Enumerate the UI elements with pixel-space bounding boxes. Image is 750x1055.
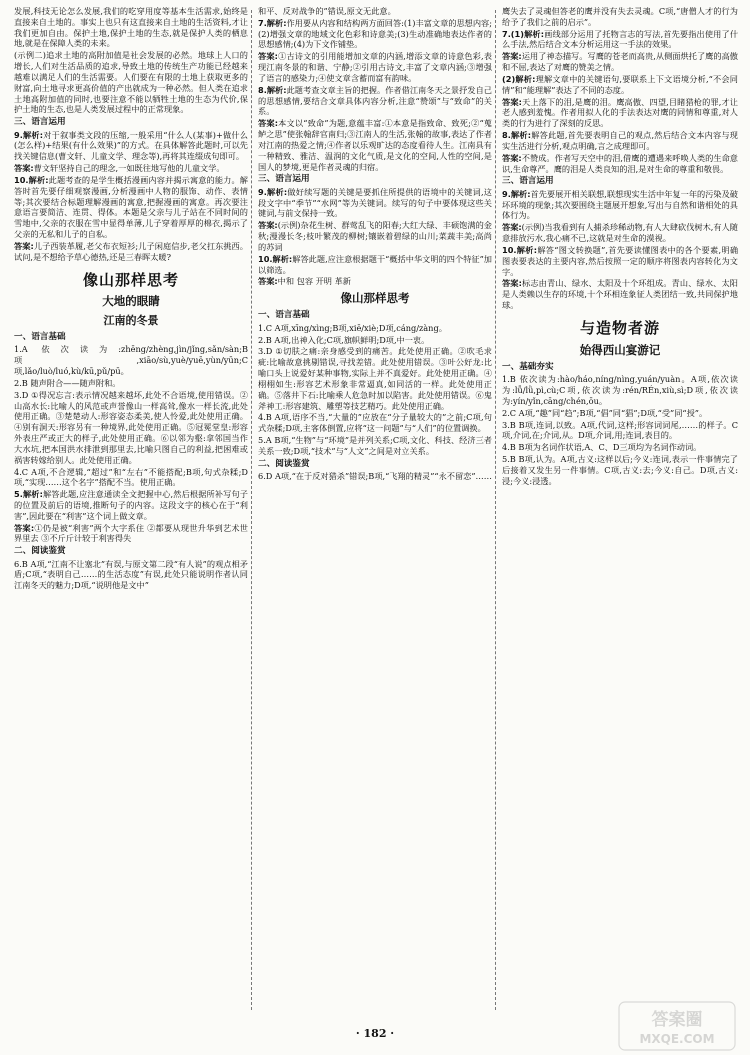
answer-item: 7.(1)解析:画线部分运用了托物言志的写法,首先要指出使用了什么手法,然后结合文本分析运用这一手法的效果。: [502, 28, 738, 50]
item-label: 答案:: [502, 96, 522, 107]
column-divider: [251, 10, 252, 1010]
answer-item: 答案:标志由青山、绿水、太阳及十个环组成。青山、绿水、太阳是人类赖以生存的环境,十个环相连象征人类团结一致,共同保护地球。: [502, 278, 738, 311]
item-label: 10.解析:: [14, 174, 49, 185]
answer-item: 答案:中和 包容 开明 革新: [258, 276, 351, 287]
answer-item: 答案:本文以“致命”为题,意蕴丰富:①本意是指致命、致死;②“蒐鲈之思”使张翰辞官南归;③江南人的生活,张翰的故事,表达了作者对江南的热爱之情;④作者以乐观旷达的态度看待人生。江南具有一种精致、雅洁、温润的文化气质,是文化的空间,人性的空间,是国人的梦境,更是作者灵魂的归宿。: [258, 118, 492, 172]
answer-item: 10.解析:解答“图文转换题”,首先要读懂图表中的各个要素,明确图表要表达的主要内容,然后按照一定的顺序将图表内容转化为文字。: [502, 244, 738, 277]
column-middle: [258, 6, 492, 1018]
answer-item: 2.C A项,“趣”同“趋”;B项,“倡”同“猖”;D项,“受”同“授”。: [502, 407, 708, 418]
item-label: 9.解析:: [258, 186, 288, 197]
item-label: (2)解析:: [502, 73, 536, 84]
item-label: 答案:: [258, 220, 278, 231]
paragraph: 鹰失去了灵魂但答老的鹰并没有失去灵魂。C项,“唐僧人才的行为给予了我们之前的启示”。: [502, 6, 738, 27]
watermark-logo: [618, 1001, 736, 1051]
answer-item: 答案:运用了神态描写。写鹰的苍老而高贵,从侧面烘托了鹰的高傲和不屈,表达了对鹰的赞美之情。: [502, 51, 738, 73]
column-divider: [495, 10, 496, 1010]
section-heading: 三、语言运用: [502, 176, 554, 187]
answer-item: 4.B A项,语序不当,“大量的”应放在“分子量较大的”之前;C项,句式杂糅;D项,主客体倒置,应将“这一问题”与“人们”的位置调换。: [258, 412, 492, 434]
item-label: 答案:: [14, 240, 34, 251]
answer-item: 答案:不赞成。作者写天空中的泪,借鹰的遭遇来呼唤人类的生命意识,生命尊严。鹰的泪是人类良知的泪,是对生命的尊重和敬畏。: [502, 152, 738, 174]
answer-item: (2)解析:理解文章中的关键语句,要联系上下文语境分析,“不会同情”和“能理解”表达了不同的态度。: [502, 73, 738, 95]
item-label: 答案:: [258, 118, 278, 129]
answer-item: 9.解析:做好续写题的关键是要抓住所提供的语境中的关键词,这段文字中“季节”“水网”等为关键词。续写的句子中要体现这些关键词,与前文保持一致。: [258, 186, 492, 219]
answer-item: 8.解析:解答此题,首先要表明自己的观点,然后结合文本内容与现实生活进行分析,观点明确,言之成理即可。: [502, 130, 738, 151]
item-label: 5.解析:: [14, 489, 43, 500]
page-number: · 182 ·: [355, 1027, 395, 1040]
section-heading: 二、阅读鉴赏: [258, 458, 310, 469]
answer-item: 1.A 依次读为:zhēng/zhèng,jìn/jǐng,sǎn/sàn;B项,xiāo/sù,yuè/yuē,yùn/yūn;C项,lǎo/luò/luó,kù/kū,pǔ/pū。: [14, 344, 248, 377]
lesson-title: 大地的眼睛: [102, 294, 160, 309]
answer-item: 3.D ①切肤之痛:亲身感受到的痛苦。此处使用正确。②吹毛求疵:比喻故意挑剔错误,寻找差错。此处使用错误。③叶公好龙:比喻口头上说爱好某种事物,实际上并不真爱好。此处使用正确。④栩栩如生:形容艺术形象非常逼真,如同活的一样。此处使用正确。⑤落井下石:比喻乘人危急时加以陷害。此处使用错误。⑥鬼斧神工:形容建筑、雕塑等技艺精巧。此处使用正确。: [258, 346, 492, 411]
lesson-title: 像山那样思考: [340, 291, 410, 306]
answer-item: 6.B A项,“江南不让塞北”有误,与原文第二段“有人说”的观点相矛盾;C项,“表明自己……的生活态度”有误,此处只能说明作者认同江南冬天的魅力;D项,“说明他是文中”: [14, 558, 248, 591]
answer-item: 5.解析:解答此题,应注意通读全文把握中心,然后根据所补写句子的位置及前后的语境,推断句子的内容。这段文字的核心在于“利害”,因此要在“利害”这个词上做文章。: [14, 489, 248, 521]
item-label: 10.解析:: [502, 244, 538, 255]
section-heading: 三、语言运用: [14, 117, 66, 128]
item-label: 答案:: [502, 152, 522, 163]
lesson-subtitle: 江南的冬景: [103, 313, 159, 327]
answer-item: 4.B B项为名词作状语,A、C、D三项均为名词作动词。: [502, 442, 702, 453]
section-heading: 一、语言基础: [258, 310, 310, 321]
answer-item: 5.B B项,认为。A项,古义:这样以后;今义:连词,表示一件事情完了后接着又发生另一件事情。C项,古义:去;今义:自己。D项,古义:浸;今义:浸透。: [502, 453, 738, 486]
answer-item: 2.B A项,出神入化;C项,旗帜鲜明;D项,中一衷。: [258, 334, 430, 345]
item-label: 答案:: [14, 522, 35, 533]
item-label: 答案:: [502, 278, 522, 289]
answer-item: 答案:天上落下的泪,是鹰的泪。鹰高傲、四望,目睹猎枪的罪,才让老人感到羞愧。作者用拟人化的手法表达对鹰的同情和尊重,对人类的行为进行了深刻的反思。: [502, 96, 738, 129]
item-label: 8.解析:: [502, 130, 532, 141]
section-heading: 三、语言运用: [258, 174, 310, 185]
section-heading: 一、基础夯实: [502, 361, 554, 372]
item-label: 8.解析:: [258, 84, 287, 95]
answer-item: 9.解析:对于叙事类文段的压缩,一般采用“什么人(某事)+做什么(怎么样)+结果(有什么效果)”的方式。在具体解答此题时,可以先找关键信息(曹文轩、儿童文学、理念等),再将其连缀成句即可。: [14, 129, 248, 162]
answer-item: 答案:①古诗文的引用能增加文章的内涵,增添文章的诗意色彩,表现江南冬景的和谐、宁静;②引用古诗文,丰富了文章内涵;③增强了语言的感染力;④使文章含蓄而富有韵味。: [258, 51, 492, 83]
answer-item: 3.D ①得况忘言:表示情况越来越坏,此处不合语境,使用错误。②山高水长:比喻人的风范或声誉像山一样高耸,像水一样长流,此处使用正确。③楚楚动人:形容姿态柔美,使人怜爱,此处使用正确。④别有洞天:形容另有一种境界,此处使用正确。⑤冠冕堂皇:形容外表庄严或正大的样子,此处使用正确。⑥以邻为壑:拿邻国当作大水坑,把本国洪水排泄到那里去,比喻只图自己的利益,把困难或祸害转嫁给别人。此处使用正确。: [14, 389, 248, 465]
section-heading: 一、语言基础: [14, 332, 66, 343]
svg-text:答案圈: 答案圈: [651, 1010, 703, 1030]
answer-item: 3.B B项,连词,以致。A项,代词,这样;形容词词尾,……的样子。C项,介词,在;介词,从。D项,介词,用;连词,表目的。: [502, 419, 738, 441]
item-label: 9.解析:: [14, 129, 44, 140]
item-label: 9.解析:: [502, 188, 531, 199]
answer-item: 答案:①仍是被“利害”两个大字系住 ②都要从现世升华到艺术世界里去 ③不斤斤计较于利害得失: [14, 522, 248, 544]
item-label: 答案:: [14, 163, 34, 174]
answer-item: 答案:儿子西装革履,老父布衣短衫;儿子闲庭信步,老父扛东挑西。试问,是不想给予草心德热,还是三春晖太暖?: [14, 240, 248, 262]
column-right: [502, 6, 738, 1018]
paragraph: 和平、反对战争的”错误,原文无此意。: [258, 6, 396, 16]
answer-item: 10.解析:此题考查的是学生概括漫画内容并揭示寓意的能力。解答时首先要仔细观察漫画,分析漫画中人物的服饰、动作、表情等;其次要结合标题理解漫画的寓意,把握漫画的寓意。再次要注意语言要简洁、连贯、得体。本题是父亲与儿子站在不同时间的雪地中,父亲的衣服在雪中显得单薄,儿子穿着厚厚的棉衣,揭示了父亲的无私和儿子的自私。: [14, 174, 248, 240]
answer-item: 1.C A项,xīng/xìng;B项,xiē/xiè;D项,cáng/zàng。: [258, 322, 447, 333]
answer-item: 7.解析:作用要从内容和结构两方面回答:(1)丰富文章的思想内容;(2)增强文章的地域文化色彩和诗意美;(3)生动准确地表达作者的思想感情;(4)为下文作铺垫。: [258, 17, 492, 50]
answer-item: 10.解析:解答此题,应注意根据题干“概括中华文明的四个特征”加以筛选。: [258, 253, 492, 275]
answer-item: 4.C A项,不合逻辑,“超过”和“左右”不能搭配;B项,句式杂糅;D项,“实现……这个名字”搭配不当。使用正确。: [14, 466, 248, 488]
answer-item: 答案:(示例)当我看到有人捕杀珍稀动物,有人大肆砍伐树木,有人随意排放污水,我心痛不已,这就是对生命的漠视。: [502, 222, 738, 244]
answer-item: 2.B 随声附合——随声附和。: [14, 377, 121, 388]
answer-item: 答案:曹文轩坚持自己的理念,一如既往地写他的儿童文学。: [14, 163, 225, 174]
svg-text:MXQE.COM: MXQE.COM: [639, 1032, 715, 1046]
item-label: 7.解析:: [258, 17, 287, 28]
answer-item: 5.A B项,“生物”与“环境”是并列关系;C项,文化、科技、经济三者关系一致;D项,“技术”与“人文”之间是对立关系。: [258, 435, 492, 456]
column-left: [14, 6, 248, 1018]
item-label: 答案:: [502, 222, 522, 233]
lesson-title: 始得西山宴游记: [579, 342, 661, 357]
answer-item: 6.D A项,“在于反对猎杀”错误;B项,“飞翔的精灵”“永不留恋”……: [258, 471, 492, 482]
answer-item: 答案:(示例)杂花生树、群莺乱飞的阳春;大红大绿、丰硕饱满的金秋;漫漫长冬;枝叶繁茂的柳树;镶嵌着碧绿的山川;菜蔬丰美;高尚的苏词: [258, 220, 492, 252]
answer-item: 9.解析:首先要展开相关联想,联想现实生活中年复一年的污染及破坏环境的现象;其次要围绕主题展开想象,写出与自然和谐相处的具体行为。: [502, 188, 738, 221]
section-heading: 二、阅读鉴赏: [14, 546, 66, 557]
item-label: 答案:: [502, 51, 522, 62]
unit-title: 像山那样思考: [82, 270, 179, 289]
item-label: 10.解析:: [258, 253, 293, 264]
paragraph: (示例二)追求土地的高附加值是社会发展的必然。地球上人口的增长,人们对生活品质的追求,导致土地的传统生产功能已经越来越难以满足人们的生活需要。人们要在有限的土地上获取更多的财富,向土地寻求更高价值的产出就成为一种必然。但人类在追求土地高附加值的同时,也要注意不能以牺牲土地的生态为代价,保护土地的生态,也是人类发展过程中的正常现象。: [14, 50, 248, 115]
item-label: 答案:: [258, 276, 278, 287]
item-label: 答案:: [258, 51, 278, 62]
answer-item: 1.B 依次读为:hào/háo,níng/nìng,yuán/yuàn。A项,依次读为:lǚ/lǜ,pì,cù;C项,依次读为:rén/RÉn,xiù,sì;D项,依次读为:yín/yǐn,cāng/chén,ōu。: [502, 374, 738, 406]
item-label: 7.(1)解析:: [502, 28, 545, 39]
answer-item: 8.解析:此题考查文章主旨的把握。作者借江南冬天之景抒发自己的思想感情,要结合文章具体内容分析,注意“赞颂”与“致命”的关系。: [258, 84, 492, 117]
unit-title: 与造物者游: [579, 318, 660, 337]
paragraph: 发展,科技无论怎么发展,我们的吃穿用度等基本生活需求,始终是直接来自土地的。事实上也只有这直接来自土地的生活资料,才让我们更加自由。保护土地,保护土地的生态,就是保护人类的栖息地,就是在保障人类的未来。: [14, 6, 248, 49]
